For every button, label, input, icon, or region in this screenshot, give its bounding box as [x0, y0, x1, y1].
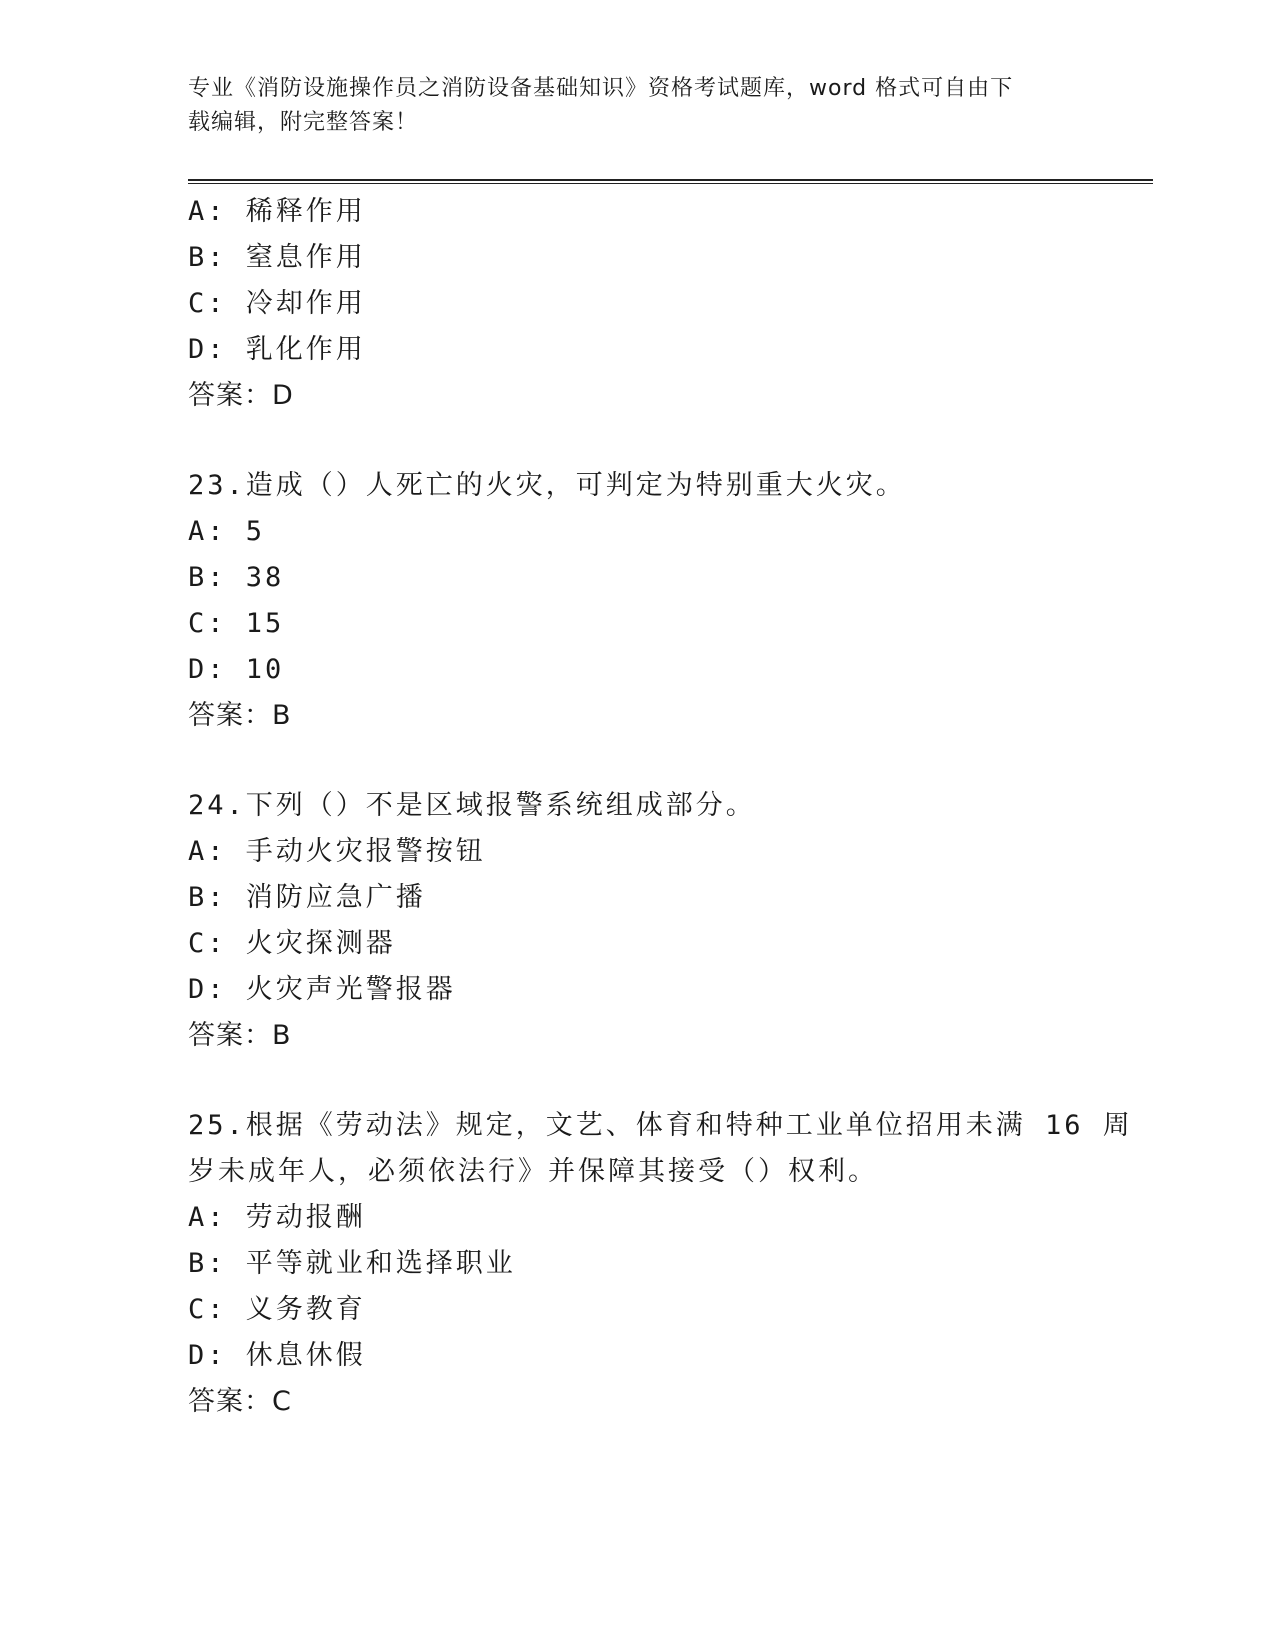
- question-list: [188, 189, 1153, 1425]
- option-a: A: 手动火灾报警按钮: [188, 836, 486, 867]
- option-d: D: 10: [188, 654, 285, 685]
- question-stem-line-2: 岁未成年人，必须依法行》并保障其接受（）权利。: [188, 1156, 878, 1187]
- document-header: [188, 72, 1068, 140]
- question-stem-line-1: 25.根据《劳动法》规定，文艺、体育和特种工业单位招用未满 16 周: [188, 1110, 1133, 1141]
- option-b: B: 38: [188, 562, 285, 593]
- answer: 答案：B: [188, 700, 292, 731]
- question-25: [188, 1103, 1153, 1425]
- answer: 答案：B: [188, 1020, 292, 1051]
- option-a: A: 5: [188, 516, 266, 547]
- option-c: C: 15: [188, 608, 285, 639]
- header-title-line-1: 专业《消防设施操作员之消防设备基础知识》资格考试题库，word 格式可自由下: [188, 76, 1014, 101]
- option-c: C: 冷却作用: [188, 288, 366, 319]
- option-a: A: 劳动报酬: [188, 1202, 366, 1233]
- option-d: D: 火灾声光警报器: [188, 974, 456, 1005]
- answer: 答案：D: [188, 380, 294, 411]
- header-title-line-2: 载编辑，附完整答案！: [188, 110, 419, 135]
- option-c: C: 义务教育: [188, 1294, 366, 1325]
- option-b: B: 平等就业和选择职业: [188, 1248, 516, 1279]
- option-d: D: 乳化作用: [188, 334, 366, 365]
- option-c: C: 火灾探测器: [188, 928, 396, 959]
- spacer: [188, 1059, 1153, 1103]
- header-divider: [188, 179, 1153, 184]
- answer: 答案：C: [188, 1386, 292, 1417]
- question-24: [188, 783, 1153, 1059]
- option-b: B: 消防应急广播: [188, 882, 426, 913]
- question-23: [188, 463, 1153, 739]
- spacer: [188, 739, 1153, 783]
- spacer: [188, 419, 1153, 463]
- option-b: B: 窒息作用: [188, 242, 366, 273]
- option-a: A: 稀释作用: [188, 196, 366, 227]
- option-d: D: 休息休假: [188, 1340, 366, 1371]
- question-stem: 24.下列（）不是区域报警系统组成部分。: [188, 790, 756, 821]
- question-22: [188, 189, 1153, 419]
- question-stem: 23.造成（）人死亡的火灾，可判定为特别重大火灾。: [188, 470, 906, 501]
